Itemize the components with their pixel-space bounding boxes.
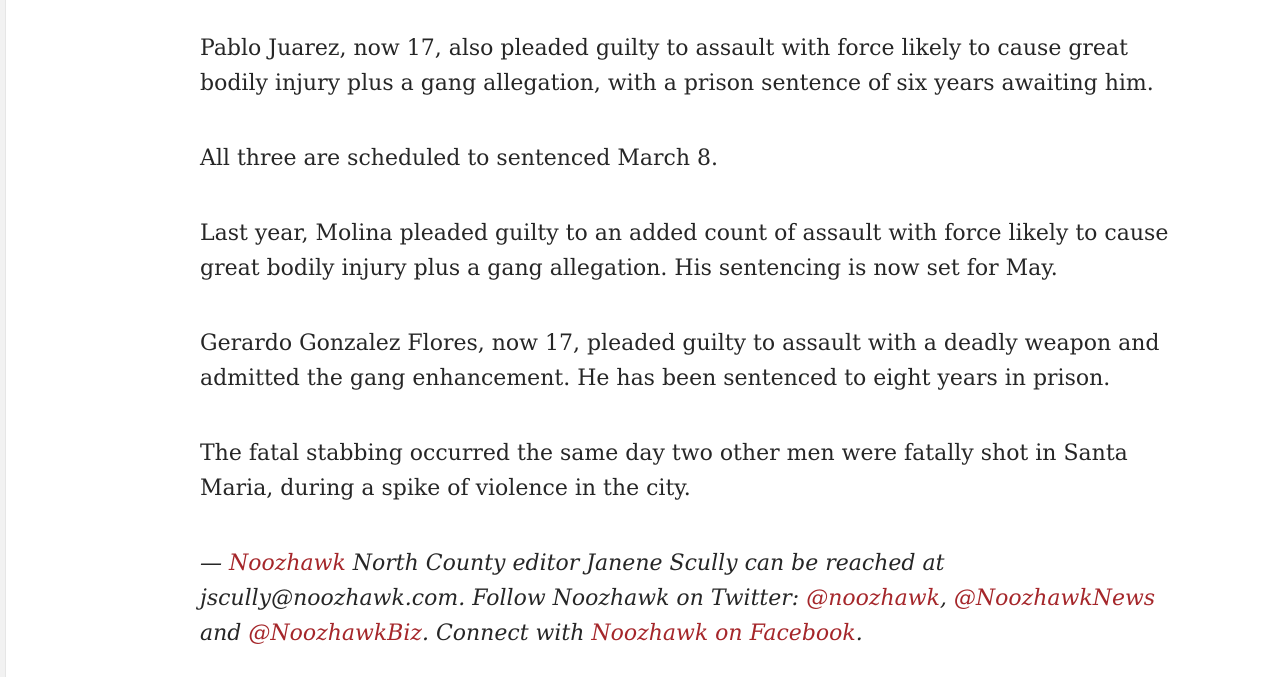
credit-end: . [855, 621, 863, 646]
facebook-link[interactable]: Noozhawk on Facebook [591, 621, 856, 646]
paragraph-scheduled: All three are scheduled to sentenced March 8. [200, 146, 718, 171]
credit-dash: — [200, 551, 229, 576]
author-credit [200, 546, 1190, 651]
noozhawk-link[interactable]: Noozhawk [229, 551, 346, 576]
paragraph-molina: Last year, Molina pleaded guilty to an added count of assault with force likely to cause great bodily injury plus a gang allegation. His sentencing is now set for May. [200, 221, 1169, 281]
credit-and: and [200, 621, 249, 646]
credit-text-2: . Connect with [421, 621, 592, 646]
credit-text-1: North County editor Janene Scully can be reached at jscully@noozhawk.com. Follow Noozhawk on Twitter: [200, 551, 945, 611]
twitter-noozhawknews-link[interactable]: @NoozhawkNews [953, 586, 1156, 611]
paragraph-juarez: Pablo Juarez, now 17, also pleaded guilty to assault with force likely to cause great bodily injury plus a gang allegation, with a prison sentence of six years awaiting him. [200, 36, 1154, 96]
twitter-noozhawk-link[interactable]: @noozhawk [806, 586, 940, 611]
twitter-noozhawkbiz-link[interactable]: @NoozhawkBiz [248, 621, 422, 646]
article-body [200, 31, 1190, 651]
page-edge [0, 0, 6, 677]
paragraph-flores: Gerardo Gonzalez Flores, now 17, pleaded guilty to assault with a deadly weapon and admitted the gang enhancement. He has been sentenced to eight years in prison. [200, 331, 1160, 391]
paragraph-stabbing: The fatal stabbing occurred the same day two other men were fatally shot in Santa Maria, during a spike of violence in the city. [200, 441, 1128, 501]
credit-separator: , [939, 586, 954, 611]
